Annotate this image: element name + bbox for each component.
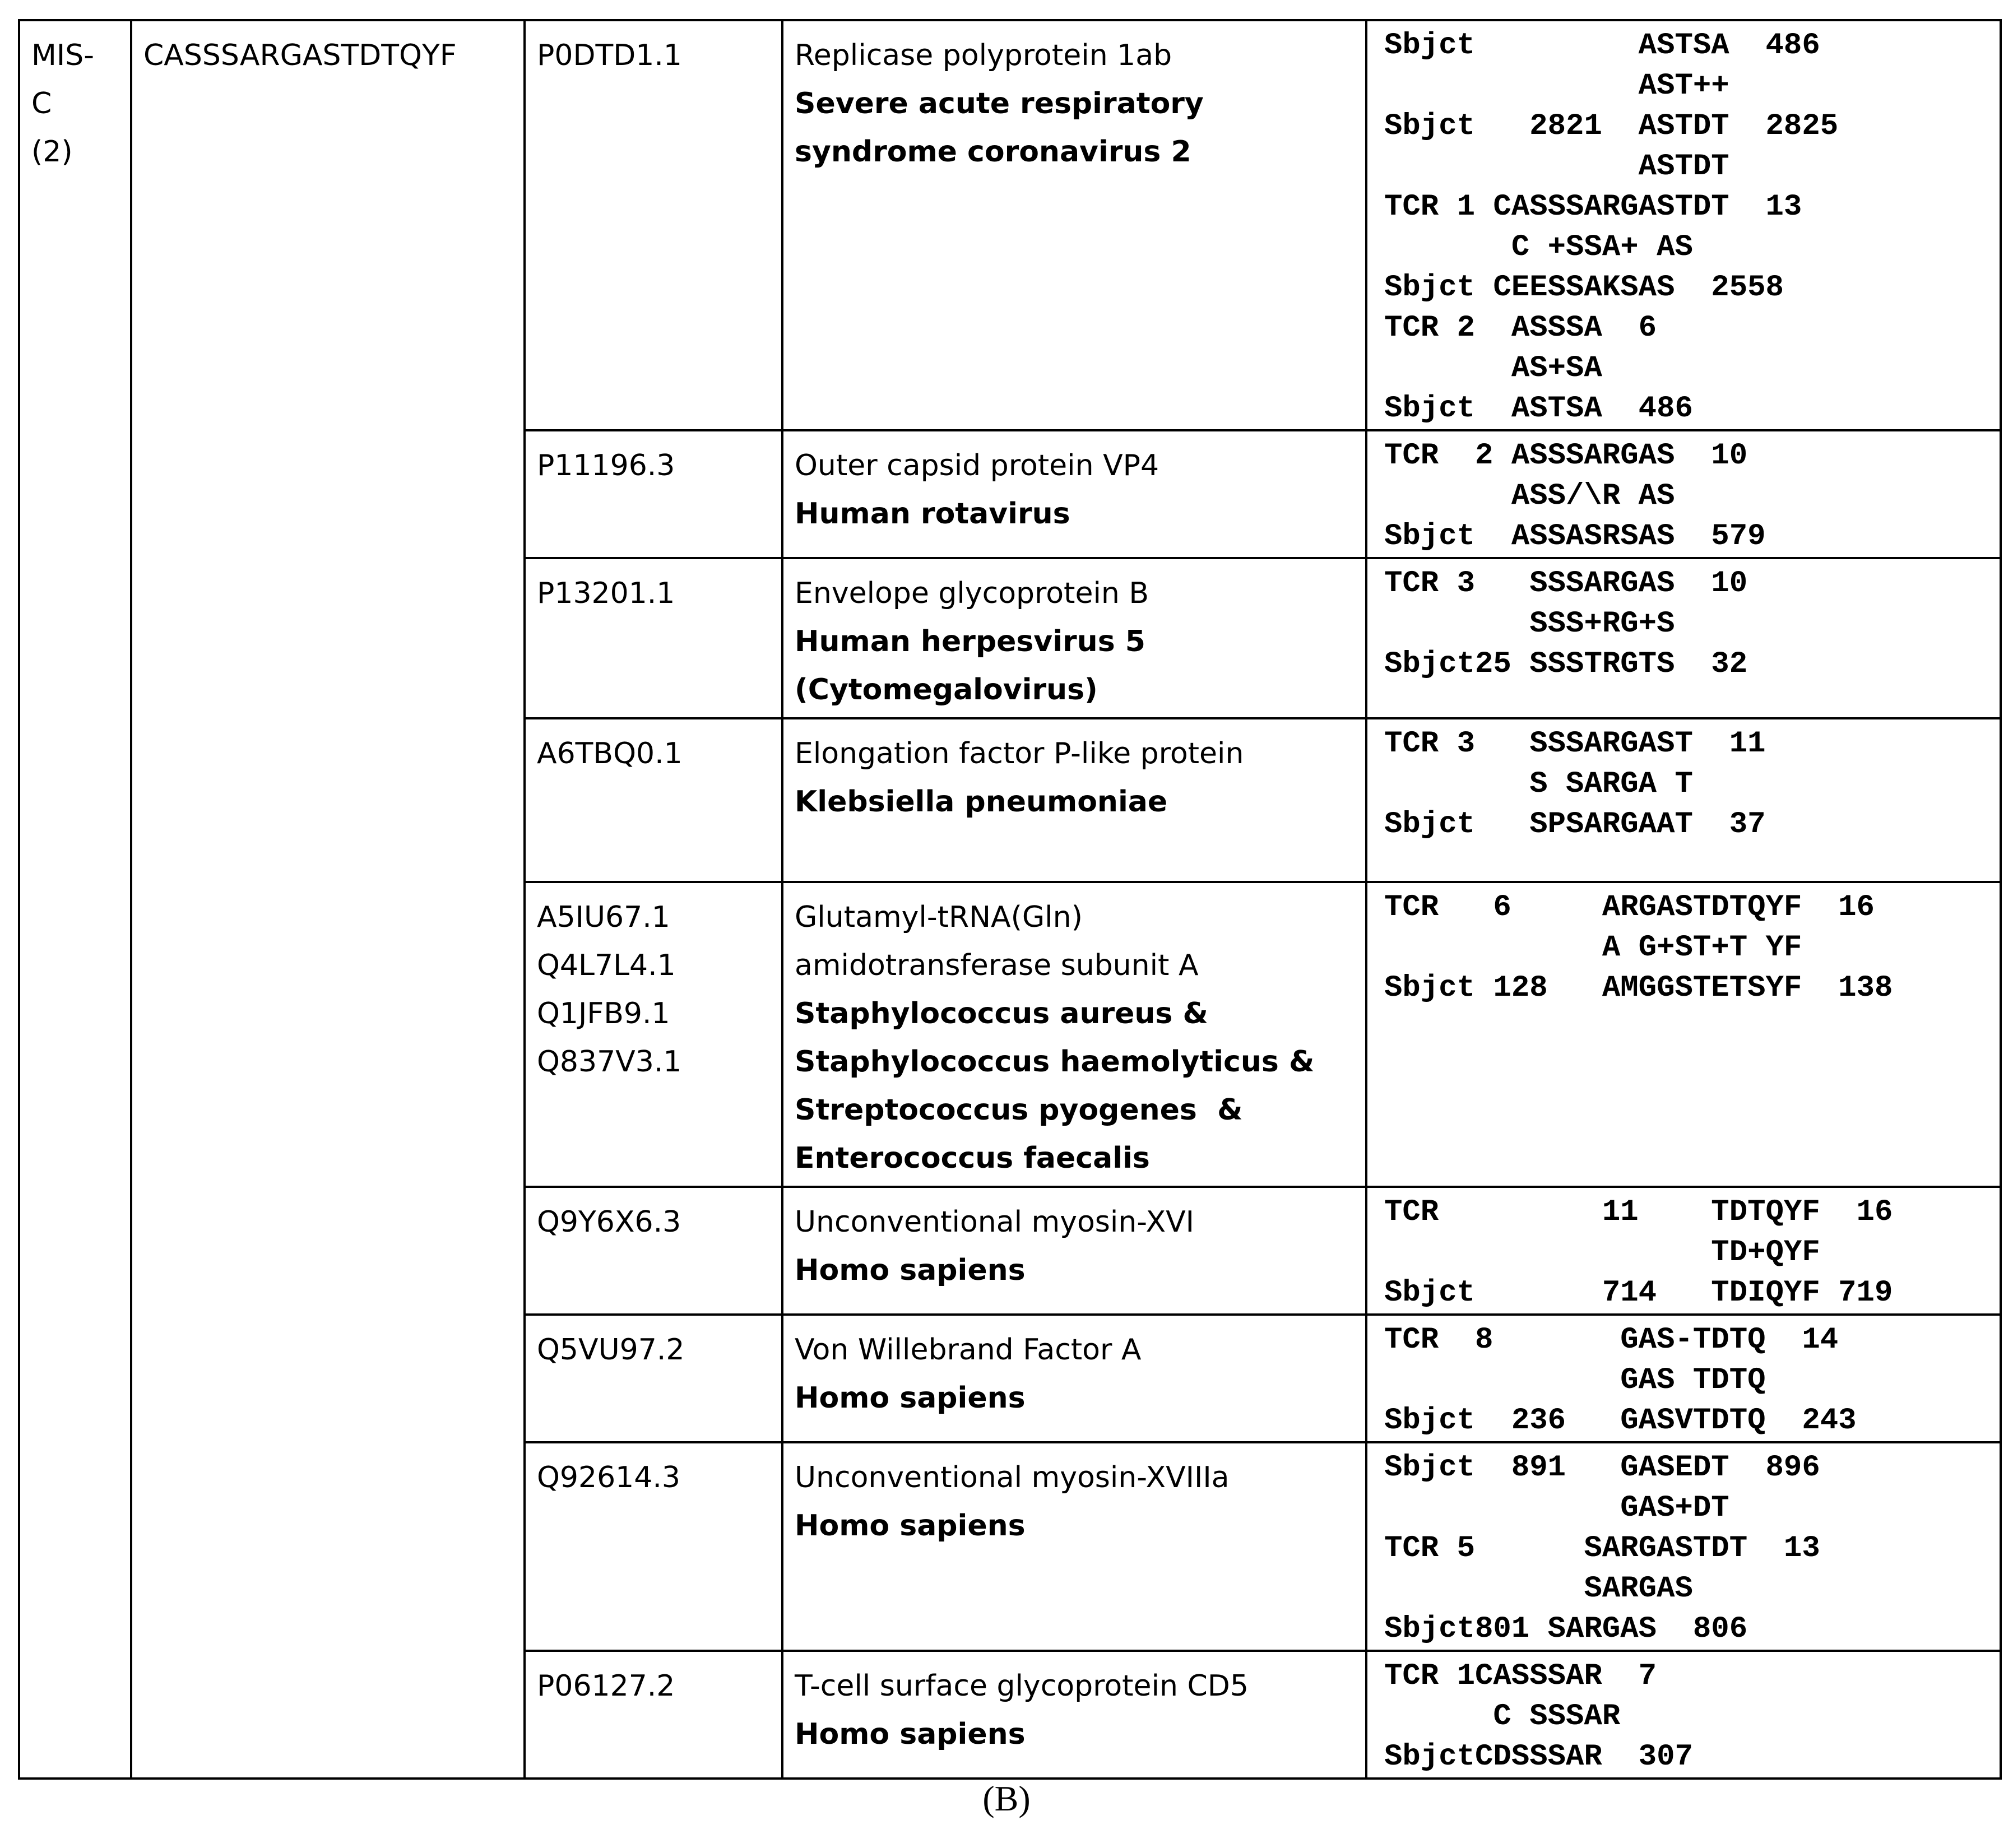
protein-cell-content: [783, 431, 1365, 541]
protein-cell-content: [783, 559, 1365, 717]
organism-name: Homo sapiens: [795, 1381, 1026, 1415]
alignment-cell: [1366, 1315, 2001, 1442]
accession-cell-content: [526, 431, 781, 493]
accession-id: A5IU67.1 Q4L7L4.1 Q1JFB9.1 Q837V3.1: [537, 900, 682, 1079]
protein-cell: [782, 20, 1366, 430]
accession-cell: [525, 558, 782, 718]
protein-cell: [782, 882, 1366, 1187]
sequence-alignment: TCR 3 SSSARGAST 11 S SARGA T Sbjct SPSARGAAT 37: [1384, 727, 1766, 842]
accession-cell-content: [526, 719, 781, 781]
accession-cell: [525, 430, 782, 558]
protein-cell-content: [783, 21, 1365, 179]
sequence-alignment: TCR 3 SSSARGAS 10 SSS+RG+S Sbjct25 SSSTRGTS 32: [1384, 567, 1748, 681]
accession-cell: [525, 1187, 782, 1315]
accession-cell: [525, 882, 782, 1187]
organism-name: Staphylococcus aureus & Staphylococcus haemolyticus & Streptococcus pyogenes & Enterococcus faecalis: [795, 997, 1315, 1175]
group-label: MIS- C (2): [31, 39, 94, 169]
accession-cell-content: [526, 1652, 781, 1714]
protein-name: T-cell surface glycoprotein CD5: [795, 1669, 1249, 1703]
organism-name: Human rotavirus: [795, 497, 1070, 531]
alignment-cell: [1366, 1651, 2001, 1779]
alignment-cell: [1366, 20, 2001, 430]
accession-id: P11196.3: [537, 449, 675, 482]
accession-cell-content: [526, 1443, 781, 1505]
alignment-cell: [1366, 882, 2001, 1187]
organism-name: Klebsiella pneumoniae: [795, 785, 1168, 819]
figure-caption: (B): [982, 1779, 1031, 1818]
table-body: [19, 20, 2001, 1779]
accession-id: A6TBQ0.1: [537, 737, 683, 770]
sequence-alignment: TCR 1CASSSAR 7 C SSSAR SbjctCDSSSAR 307: [1384, 1659, 1693, 1774]
group-cell-content: [20, 21, 130, 179]
accession-cell-content: [526, 559, 781, 621]
sequence-alignment: TCR 8 GAS-TDTQ 14 GAS TDTQ Sbjct 236 GASVTDTQ 243: [1384, 1323, 1857, 1438]
protein-cell-content: [783, 1316, 1365, 1426]
group-cell: [19, 20, 131, 1779]
accession-id: P13201.1: [537, 577, 675, 610]
protein-cell-content: [783, 719, 1365, 829]
protein-name: Unconventional myosin-XVIIIa: [795, 1461, 1230, 1494]
accession-cell-content: [526, 883, 781, 1089]
protein-cell-content: [783, 1652, 1365, 1762]
accession-cell: [525, 20, 782, 430]
alignment-cell: [1366, 718, 2001, 882]
organism-name: Homo sapiens: [795, 1717, 1026, 1751]
alignment-cell: [1366, 430, 2001, 558]
accession-id: Q9Y6X6.3: [537, 1205, 681, 1239]
protein-name: Envelope glycoprotein B: [795, 577, 1149, 610]
protein-name: Von Willebrand Factor A: [795, 1333, 1142, 1367]
accession-id: P06127.2: [537, 1669, 675, 1703]
sequence-alignment: TCR 11 TDTQYF 16 TD+QYF Sbjct 714 TDIQYF 719: [1384, 1195, 1893, 1310]
accession-id: Q92614.3: [537, 1461, 680, 1494]
protein-cell: [782, 1651, 1366, 1779]
protein-cell: [782, 1315, 1366, 1442]
protein-name: Unconventional myosin-XVI: [795, 1205, 1194, 1239]
alignment-table-container: [18, 19, 2000, 1780]
alignment-table: [18, 19, 2002, 1780]
protein-cell-content: [783, 1443, 1365, 1553]
protein-cell: [782, 718, 1366, 882]
protein-cell: [782, 1442, 1366, 1651]
accession-cell-content: [526, 1316, 781, 1377]
accession-cell-content: [526, 21, 781, 83]
protein-name: Replicase polyprotein 1ab: [795, 39, 1172, 72]
organism-name: Homo sapiens: [795, 1509, 1026, 1543]
accession-cell-content: [526, 1188, 781, 1250]
sequence-alignment: TCR 6 ARGASTDTQYF 16 A G+ST+T YF Sbjct 128 AMGGSTETSYF 138: [1384, 890, 1893, 1005]
tcr-sequence: CASSSARGASTDTQYF: [143, 39, 457, 72]
organism-name: Human herpesvirus 5 (Cytomegalovirus): [795, 625, 1145, 707]
alignment-cell: [1366, 1187, 2001, 1315]
protein-cell: [782, 430, 1366, 558]
protein-name: Glutamyl-tRNA(Gln) amidotransferase subunit A: [795, 900, 1199, 982]
protein-cell: [782, 558, 1366, 718]
tcr-sequence-cell: [131, 20, 525, 1779]
protein-cell-content: [783, 1188, 1365, 1298]
protein-name: Elongation factor P-like protein: [795, 737, 1244, 770]
accession-cell: [525, 1651, 782, 1779]
accession-cell: [525, 1442, 782, 1651]
accession-id: P0DTD1.1: [537, 39, 682, 72]
sequence-alignment: Sbjct ASTSA 486 AST++ Sbjct 2821 ASTDT 2825 ASTDT TCR 1 CASSSARGASTDT 13 C +SSA+ AS Sbjct CEESSAKSAS 2558 TCR 2 ASSSA 6 AS+SA Sbjct ASTSA 486: [1384, 29, 1839, 426]
sequence-alignment: TCR 2 ASSSARGAS 10 ASS/\R AS Sbjct ASSASRSAS 579: [1384, 439, 1766, 554]
organism-name: Severe acute respiratory syndrome coronavirus 2: [795, 87, 1204, 169]
accession-id: Q5VU97.2: [537, 1333, 685, 1367]
protein-cell: [782, 1187, 1366, 1315]
organism-name: Homo sapiens: [795, 1253, 1026, 1287]
sequence-alignment: Sbjct 891 GASEDT 896 GAS+DT TCR 5 SARGASTDT 13 SARGAS Sbjct801 SARGAS 806: [1384, 1451, 1820, 1646]
protein-cell-content: [783, 883, 1365, 1186]
tcr-sequence-cell-content: [132, 21, 523, 83]
accession-cell: [525, 1315, 782, 1442]
alignment-cell: [1366, 1442, 2001, 1651]
protein-name: Outer capsid protein VP4: [795, 449, 1159, 482]
accession-cell: [525, 718, 782, 882]
table-row: [19, 20, 2001, 430]
alignment-cell: [1366, 558, 2001, 718]
